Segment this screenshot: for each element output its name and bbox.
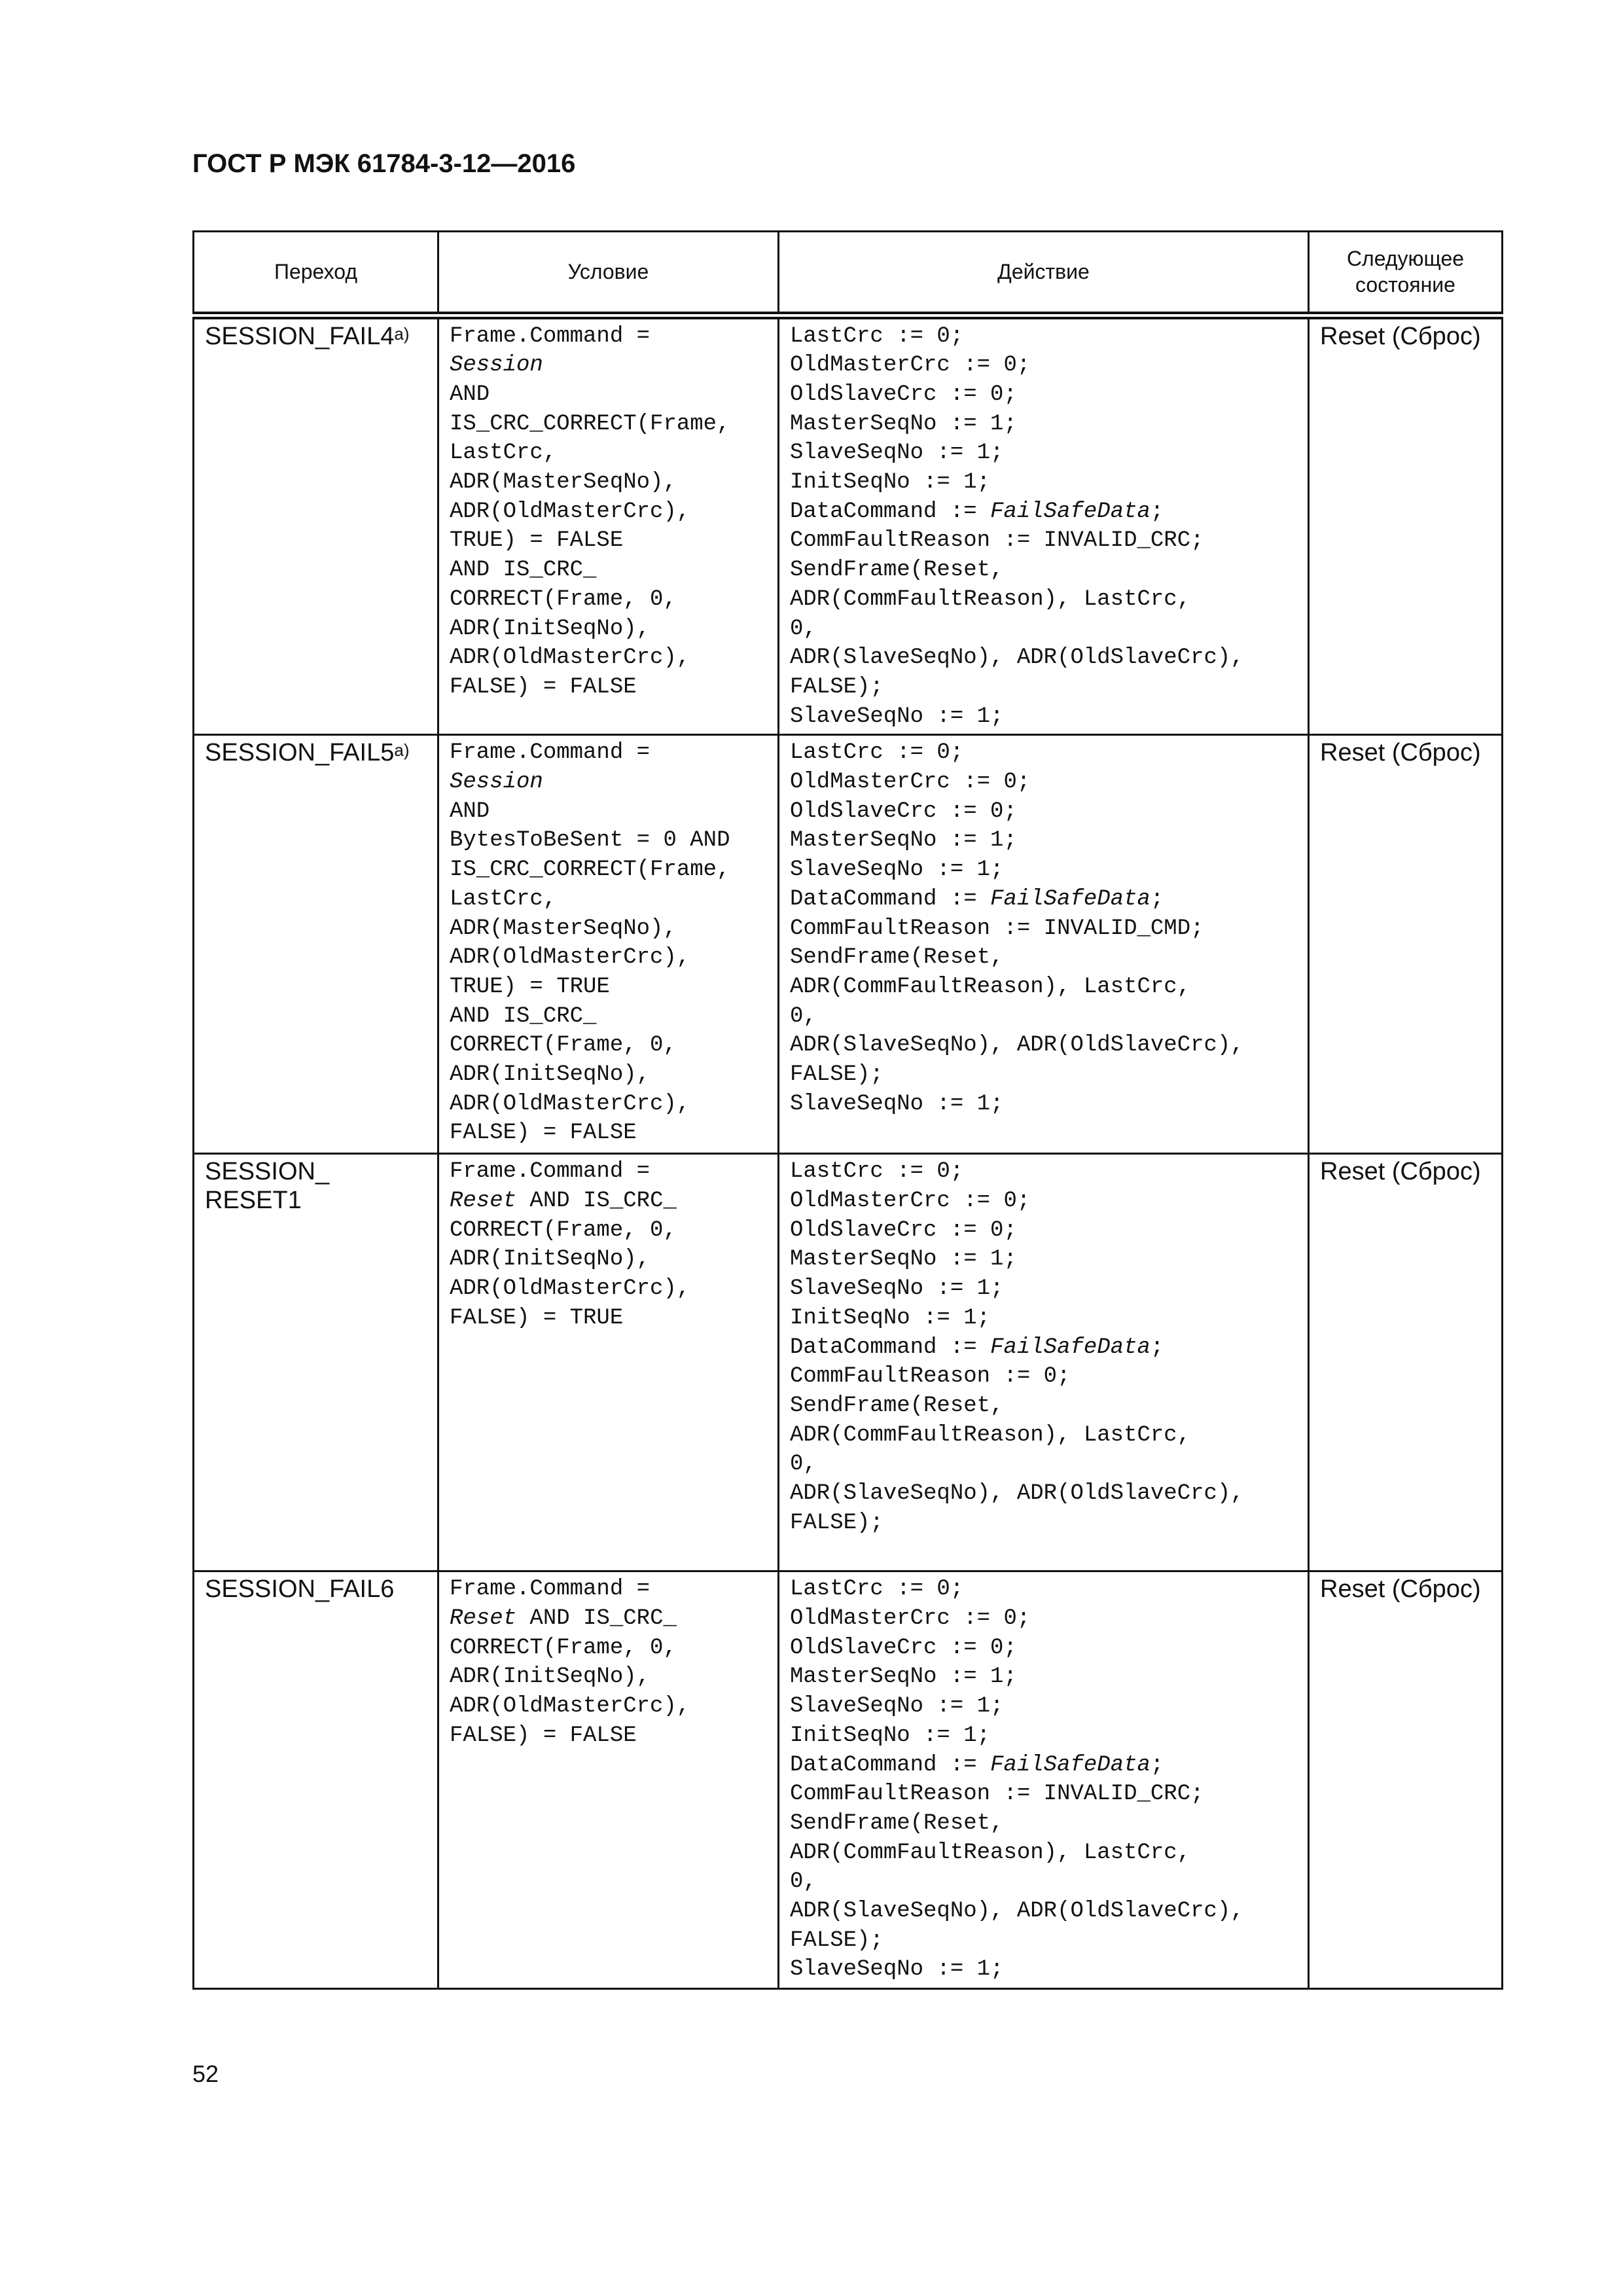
code-line: [450, 855, 767, 885]
code-text: FALSE);: [790, 1062, 883, 1088]
code-text: CORRECT(Frame, 0,: [450, 1033, 677, 1058]
code-line: [450, 1002, 767, 1031]
code-line: [790, 1157, 1297, 1187]
code-text: OldMasterCrc := 0;: [790, 770, 1031, 795]
code-text: LastCrc := 0;: [790, 1159, 964, 1185]
code-line: [450, 1187, 767, 1216]
code-text: ADR(OldMasterCrc),: [450, 1276, 690, 1302]
code-line: [790, 1692, 1297, 1721]
code-line: [790, 1060, 1297, 1090]
code-line: [790, 1450, 1297, 1479]
code-text: CommFaultReason := 0;: [790, 1364, 1071, 1390]
code-text: SlaveSeqNo := 1;: [790, 1957, 1004, 1982]
code-line: [790, 1187, 1297, 1216]
code-text: ADR(OldMasterCrc),: [450, 499, 690, 524]
code-text: SendFrame(Reset,: [790, 945, 1004, 971]
document-header: ГОСТ Р МЭК 61784-3-12—2016: [192, 149, 576, 178]
italic-term: Reset: [450, 1606, 517, 1632]
code-text: ;: [1150, 886, 1164, 912]
code-line: [450, 1604, 767, 1634]
transition-name: SESSION_FAIL5: [205, 739, 395, 767]
code-text: LastCrc := 0;: [790, 1577, 964, 1602]
code-text: OldSlaveCrc := 0;: [790, 798, 1017, 824]
code-text: LastCrc := 0;: [790, 740, 964, 766]
code-text: SlaveSeqNo := 1;: [790, 440, 1004, 466]
code-line: [790, 1634, 1297, 1663]
code-text: ;: [1150, 1335, 1164, 1360]
transition-name-cell: [194, 315, 438, 735]
code-text: SendFrame(Reset,: [790, 558, 1004, 583]
code-text: FALSE) = FALSE: [450, 674, 637, 700]
code-line: [790, 497, 1297, 527]
code-text: ADR(OldMasterCrc),: [450, 1694, 690, 1719]
code-line: [450, 380, 767, 410]
code-line: [450, 1662, 767, 1692]
code-line: [450, 410, 767, 439]
code-line: [790, 826, 1297, 855]
code-line: [790, 1245, 1297, 1274]
code-line: [790, 322, 1297, 351]
column-header-condition: Условие: [438, 232, 779, 315]
table-row: [194, 735, 1503, 1154]
code-text: 0,: [790, 1452, 817, 1477]
code-text: ;: [1150, 499, 1164, 524]
code-line: [450, 797, 767, 827]
code-text: ADR(OldMasterCrc),: [450, 1091, 690, 1117]
code-text: AND: [450, 382, 490, 407]
code-line: [790, 556, 1297, 585]
code-text: BytesToBeSent = 0 AND: [450, 828, 730, 853]
code-line: [450, 673, 767, 702]
code-text: Frame.Command =: [450, 740, 651, 766]
code-line: [450, 1157, 767, 1187]
code-text: DataCommand :=: [790, 1335, 991, 1360]
code-line: [450, 1245, 767, 1274]
code-text: FALSE) = TRUE: [450, 1305, 624, 1331]
code-text: ADR(CommFaultReason), LastCrc,: [790, 586, 1191, 612]
code-line: [790, 1509, 1297, 1538]
code-text: ADR(InitSeqNo),: [450, 1247, 651, 1272]
code-text: ADR(InitSeqNo),: [450, 1664, 651, 1690]
code-line: [450, 738, 767, 768]
code-text: AND IS_CRC_: [450, 1003, 597, 1029]
code-line: [790, 1002, 1297, 1031]
code-text: ADR(CommFaultReason), LastCrc,: [790, 1422, 1191, 1448]
code-text: Frame.Command =: [450, 323, 651, 349]
code-text: ADR(SlaveSeqNo), ADR(OldSlaveCrc),: [790, 1899, 1244, 1924]
code-line: [450, 1692, 767, 1721]
table-row: [194, 1571, 1503, 1989]
code-line: [450, 526, 767, 556]
code-line: [450, 556, 767, 585]
transition-name-cell: [194, 1154, 438, 1571]
code-text: IS_CRC_CORRECT(Frame,: [450, 411, 730, 437]
code-text: MasterSeqNo := 1;: [790, 1247, 1017, 1272]
code-line: [450, 1304, 767, 1333]
code-line: [790, 1216, 1297, 1246]
code-text: SlaveSeqNo := 1;: [790, 1091, 1004, 1117]
code-line: [790, 973, 1297, 1002]
action-cell: [779, 1571, 1309, 1989]
code-line: [450, 1031, 767, 1060]
code-text: ADR(SlaveSeqNo), ADR(OldSlaveCrc),: [790, 1481, 1244, 1507]
code-line: [790, 1090, 1297, 1119]
code-text: ADR(MasterSeqNo),: [450, 470, 677, 495]
italic-term: Session: [450, 353, 543, 378]
italic-term: FailSafeData: [990, 499, 1150, 524]
footnote-marker: a): [394, 740, 410, 761]
code-line: [790, 1867, 1297, 1897]
code-text: AND: [450, 798, 490, 824]
code-text: ADR(SlaveSeqNo), ADR(OldSlaveCrc),: [790, 1033, 1244, 1058]
italic-term: Session: [450, 770, 543, 795]
condition-cell: [438, 1154, 779, 1571]
code-line: [450, 1216, 767, 1246]
next-state-cell: Reset (Сброс): [1309, 735, 1503, 1154]
code-text: OldMasterCrc := 0;: [790, 353, 1031, 378]
code-text: ADR(OldMasterCrc),: [450, 945, 690, 971]
code-text: OldMasterCrc := 0;: [790, 1606, 1031, 1632]
column-header-action: Действие: [779, 232, 1309, 315]
code-line: [790, 643, 1297, 673]
code-text: AND IS_CRC_: [516, 1189, 677, 1214]
code-line: [790, 585, 1297, 615]
code-text: LastCrc,: [450, 440, 557, 466]
code-text: InitSeqNo := 1;: [790, 1723, 991, 1748]
code-text: CORRECT(Frame, 0,: [450, 1217, 677, 1243]
code-line: [450, 1060, 767, 1090]
column-header-transition: Переход: [194, 232, 438, 315]
code-text: CommFaultReason := INVALID_CMD;: [790, 916, 1204, 941]
condition-cell: [438, 315, 779, 735]
transition-name: SESSION_ RESET1: [205, 1158, 330, 1215]
code-line: [450, 497, 767, 527]
code-line: [790, 1897, 1297, 1926]
code-text: ADR(InitSeqNo),: [450, 616, 651, 641]
footnote-marker: a): [394, 323, 410, 344]
code-text: ADR(SlaveSeqNo), ADR(OldSlaveCrc),: [790, 645, 1244, 671]
code-line: [790, 738, 1297, 768]
code-line: [790, 943, 1297, 973]
code-text: MasterSeqNo := 1;: [790, 1664, 1017, 1690]
code-text: Frame.Command =: [450, 1159, 651, 1185]
transition-name: SESSION_FAIL6: [205, 1575, 395, 1604]
code-text: 0,: [790, 1003, 817, 1029]
code-text: ADR(CommFaultReason), LastCrc,: [790, 1840, 1191, 1865]
code-line: [790, 526, 1297, 556]
code-line: [790, 855, 1297, 885]
code-text: SlaveSeqNo := 1;: [790, 1276, 1004, 1302]
next-state-cell: Reset (Сброс): [1309, 315, 1503, 735]
transition-name-cell: [194, 1571, 438, 1989]
code-line: [450, 826, 767, 855]
code-text: ADR(InitSeqNo),: [450, 1062, 651, 1088]
code-text: LastCrc,: [450, 886, 557, 912]
code-text: CommFaultReason := INVALID_CRC;: [790, 1782, 1204, 1807]
code-line: [790, 885, 1297, 914]
code-line: [450, 914, 767, 944]
code-text: DataCommand :=: [790, 1752, 991, 1778]
code-line: [450, 439, 767, 468]
code-line: [450, 1119, 767, 1148]
code-text: OldSlaveCrc := 0;: [790, 382, 1017, 407]
code-text: DataCommand :=: [790, 499, 991, 524]
code-line: [450, 468, 767, 497]
code-text: SlaveSeqNo := 1;: [790, 857, 1004, 883]
code-line: [790, 673, 1297, 702]
code-line: [450, 643, 767, 673]
code-line: [790, 1604, 1297, 1634]
code-line: [790, 1333, 1297, 1363]
code-line: [450, 885, 767, 914]
action-cell: [779, 315, 1309, 735]
code-line: [790, 1721, 1297, 1751]
action-cell: [779, 1154, 1309, 1571]
code-line: [450, 768, 767, 797]
code-text: ADR(MasterSeqNo),: [450, 916, 677, 941]
code-text: FALSE);: [790, 1928, 883, 1953]
code-text: OldSlaveCrc := 0;: [790, 1635, 1017, 1660]
code-text: Frame.Command =: [450, 1577, 651, 1602]
state-transition-table: [192, 230, 1503, 1990]
code-line: [450, 615, 767, 644]
action-cell: [779, 735, 1309, 1154]
code-text: SendFrame(Reset,: [790, 1810, 1004, 1836]
code-line: [790, 1362, 1297, 1391]
code-text: AND IS_CRC_: [516, 1606, 677, 1632]
code-line: [790, 1662, 1297, 1692]
condition-cell: [438, 1571, 779, 1989]
code-line: [450, 973, 767, 1002]
code-line: [450, 322, 767, 351]
code-text: FALSE) = FALSE: [450, 1723, 637, 1748]
code-line: [790, 1274, 1297, 1304]
code-text: CORRECT(Frame, 0,: [450, 1635, 677, 1660]
code-text: TRUE) = FALSE: [450, 528, 624, 554]
code-text: CommFaultReason := INVALID_CRC;: [790, 528, 1204, 554]
code-text: SendFrame(Reset,: [790, 1393, 1004, 1418]
code-line: [790, 1391, 1297, 1421]
code-text: OldSlaveCrc := 0;: [790, 1217, 1017, 1243]
transition-name-cell: [194, 735, 438, 1154]
code-line: [790, 615, 1297, 644]
code-text: InitSeqNo := 1;: [790, 470, 991, 495]
code-line: [790, 1839, 1297, 1868]
italic-term: Reset: [450, 1189, 517, 1214]
transition-name: SESSION_FAIL4: [205, 322, 395, 350]
code-text: MasterSeqNo := 1;: [790, 411, 1017, 437]
code-text: MasterSeqNo := 1;: [790, 828, 1017, 853]
code-line: [790, 1031, 1297, 1060]
code-line: [450, 1090, 767, 1119]
code-text: OldMasterCrc := 0;: [790, 1189, 1031, 1214]
code-text: CORRECT(Frame, 0,: [450, 586, 677, 612]
code-line: [790, 468, 1297, 497]
code-line: [450, 351, 767, 380]
condition-cell: [438, 735, 779, 1154]
code-text: InitSeqNo := 1;: [790, 1305, 991, 1331]
table-row: [194, 315, 1503, 735]
code-text: SlaveSeqNo := 1;: [790, 704, 1004, 729]
code-line: [790, 1751, 1297, 1780]
italic-term: FailSafeData: [990, 1335, 1150, 1360]
table-row: [194, 1154, 1503, 1571]
code-line: [790, 1780, 1297, 1809]
code-line: [790, 1809, 1297, 1839]
code-line: [790, 1575, 1297, 1604]
code-text: ADR(OldMasterCrc),: [450, 645, 690, 671]
code-line: [450, 1274, 767, 1304]
code-line: [450, 943, 767, 973]
page-number: 52: [192, 2060, 219, 2087]
code-text: LastCrc := 0;: [790, 323, 964, 349]
code-text: FALSE) = FALSE: [450, 1121, 637, 1146]
code-text: IS_CRC_CORRECT(Frame,: [450, 857, 730, 883]
code-text: FALSE);: [790, 674, 883, 700]
code-line: [790, 439, 1297, 468]
code-line: [450, 1721, 767, 1751]
code-text: FALSE);: [790, 1510, 883, 1535]
code-text: AND IS_CRC_: [450, 558, 597, 583]
table-header-row: [194, 232, 1503, 315]
code-text: 0,: [790, 1869, 817, 1895]
code-line: [790, 351, 1297, 380]
code-line: [790, 1421, 1297, 1450]
next-state-cell: Reset (Сброс): [1309, 1154, 1503, 1571]
code-text: 0,: [790, 616, 817, 641]
code-line: [790, 1479, 1297, 1509]
code-line: [790, 797, 1297, 827]
italic-term: FailSafeData: [990, 1752, 1150, 1778]
code-line: [790, 1926, 1297, 1956]
code-text: ;: [1150, 1752, 1164, 1778]
code-line: [450, 1575, 767, 1604]
column-header-next-state: Следующее состояние: [1309, 232, 1503, 315]
code-text: DataCommand :=: [790, 886, 991, 912]
code-text: SlaveSeqNo := 1;: [790, 1694, 1004, 1719]
code-text: ADR(CommFaultReason), LastCrc,: [790, 974, 1191, 999]
code-line: [450, 585, 767, 615]
code-line: [790, 1304, 1297, 1333]
code-line: [450, 1634, 767, 1663]
code-line: [790, 702, 1297, 732]
code-line: [790, 768, 1297, 797]
next-state-cell: Reset (Сброс): [1309, 1571, 1503, 1989]
code-text: TRUE) = TRUE: [450, 974, 610, 999]
italic-term: FailSafeData: [990, 886, 1150, 912]
code-line: [790, 1955, 1297, 1984]
code-line: [790, 410, 1297, 439]
code-line: [790, 380, 1297, 410]
code-line: [790, 914, 1297, 944]
